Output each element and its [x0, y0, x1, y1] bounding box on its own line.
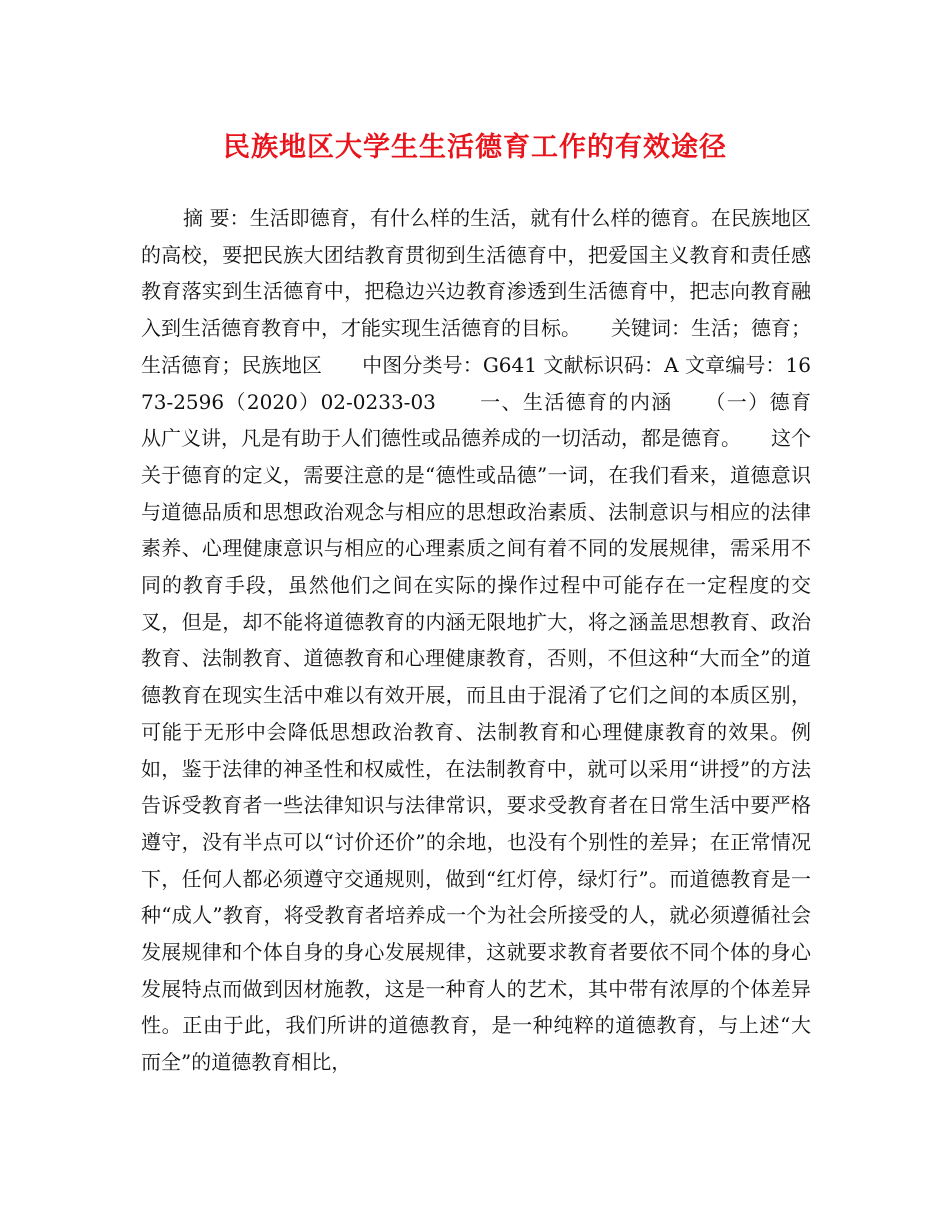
body-paragraph: 摘 要：生活即德育，有什么样的生活，就有什么样的德育。在民族地区的高校，要把民族大团结教育贯彻到生活德育中，把爱国主义教育和责任感教育落实到生活德育中，把稳边兴边教育渗透到生活德育中，把志向教育融入到生活德育教育中，才能实现生活德育的目标。 关键词：生活；德育；生活德育；民族地区 中图分类号：G641 文献标识码：A 文章编号：1673-2596（2020）02-0233-03 一、生活德育的内涵 （一）德育 从广义讲，凡是有助于人们德性或品德养成的一切活动，都是德育。 这个关于德育的定义，需要注意的是“德性或品德”一词，在我们看来，道德意识与道德品质和思想政治观念与相应的思想政治素质、法制意识与相应的法律素养、心理健康意识与相应的心理素质之间有着不同的发展规律，需采用不同的教育手段，虽然他们之间在实际的操作过程中可能存在一定程度的交叉，但是，却不能将道德教育的内涵无限地扩大，将之涵盖思想教育、政治教育、法制教育、道德教育和心理健康教育，否则，不但这种“大而全”的道德教育在现实生活中难以有效开展，而且由于混淆了它们之间的本质区别，可能于无形中会降低思想政治教育、法制教育和心理健康教育的效果。例如，鉴于法律的神圣性和权威性，在法制教育中，就可以采用“讲授”的方法告诉受教育者一些法律知识与法律常识，要求受教育者在日常生活中要严格遵守，没有半点可以“讨价还价”的余地，也没有个别性的差异；在正常情况下，任何人都必须遵守交通规则，做到“红灯停，绿灯行”。而道德教育是一种“成人”教育，将受教育者培养成一个为社会所接受的人，就必须遵循社会发展规律和个体自身的身心发展规律，这就要求教育者要依不同个体的身心发展特点而做到因材施教，这是一种育人的艺术，其中带有浓厚的个体差异性。正由于此，我们所讲的道德教育，是一种纯粹的道德教育，与上述“大而全”的道德教育相比，	[141, 206, 851, 1075]
document-title: 民族地区大学生生活德育工作的有效途径	[223, 132, 727, 163]
